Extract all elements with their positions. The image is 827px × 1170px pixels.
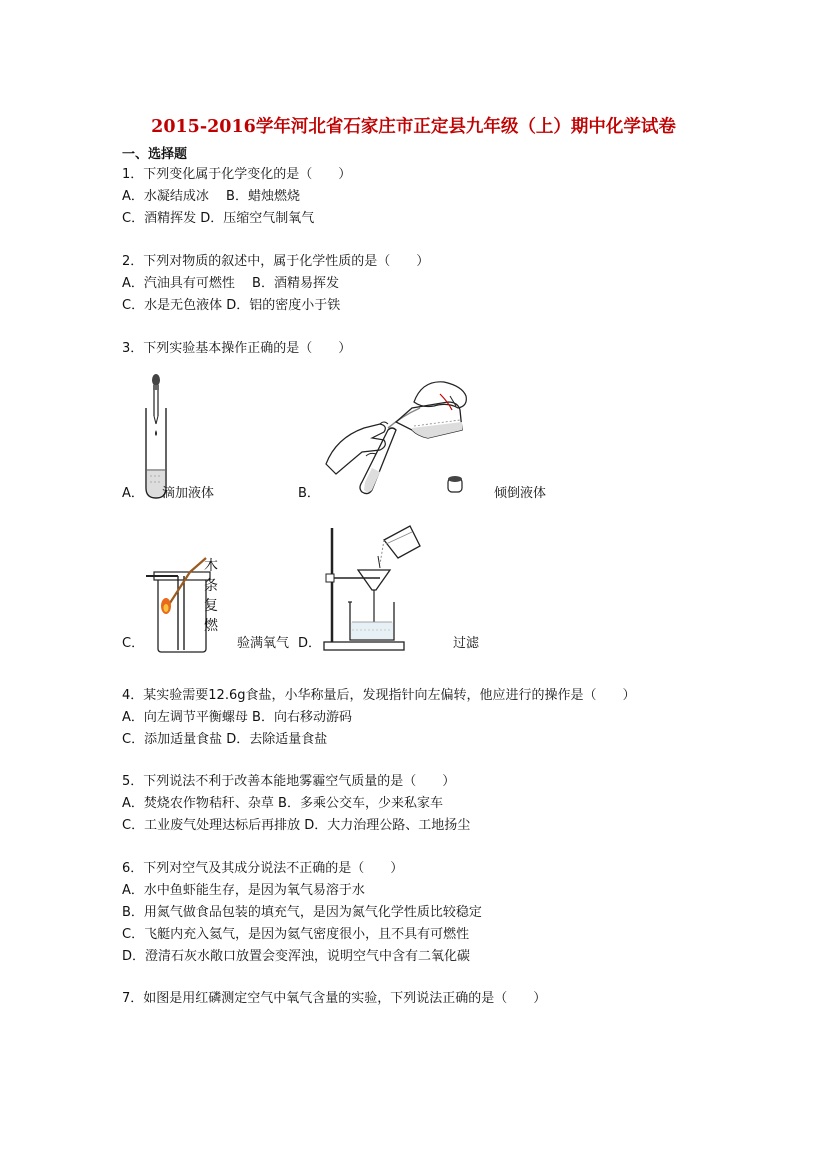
option-a-letter: A． [122,486,144,501]
splint-label-char-1: 木 [204,558,218,574]
splint-label [204,556,220,636]
question-6-option-d: D．澄清石灰水敞口放置会变浑浊，说明空气中含有二氧化碳 [122,949,471,964]
question-2-stem: 2．下列对物质的叙述中，属于化学性质的是（ ） [122,254,430,269]
question-2-options-row-2: C．水是无色液体 D．铝的密度小于铁 [122,298,341,313]
dropper-test-tube-figure [140,372,178,502]
question-4-stem: 4．某实验需要12.6g食盐，小华称量后，发现指针向左偏转，他应进行的操作是（ ） [122,688,636,703]
page-title: 2015-2016学年河北省石家庄市正定县九年级（上）期中化学试卷 [151,117,676,137]
splint-label-char-2: 条 [204,578,218,594]
question-5-options-row-1: A．焚烧农作物秸秆、杂草 B．多乘公交车，少来私家车 [122,796,443,811]
question-4-options-row-2: C．添加适量食盐 D．去除适量食盐 [122,732,328,747]
option-c-label: 验满氧气 [237,636,290,651]
option-c-letter: C． [122,636,145,651]
question-3-stem: 3．下列实验基本操作正确的是（ ） [122,341,352,356]
splint-label-char-3: 复 [204,598,218,614]
option-d-letter: D． [298,636,322,651]
question-1-stem: 1．下列变化属于化学变化的是（ ） [122,167,352,182]
option-a-label: 滴加液体 [162,486,215,501]
option-b-label: 倾倒液体 [494,486,547,501]
question-1-options-row-1: A．水凝结成冰 B．蜡烛燃烧 [122,189,300,204]
question-5-options-row-2: C．工业废气处理达标后再排放 D．大力治理公路、工地扬尘 [122,818,471,833]
splint-label-char-4: 燃 [204,618,218,634]
question-6-option-b: B．用氮气做食品包装的填充气，是因为氮气化学性质比较稳定 [122,905,482,920]
question-6-stem: 6．下列对空气及其成分说法不正确的是（ ） [122,861,404,876]
question-5-stem: 5．下列说法不利于改善本能地雾霾空气质量的是（ ） [122,774,456,789]
question-4-options-row-1: A．向左调节平衡螺母 B．向右移动游码 [122,710,352,725]
option-d-label: 过滤 [453,636,480,651]
pouring-liquid-figure [322,372,480,500]
section-heading: 一、选择题 [122,147,188,162]
question-7-stem: 7．如图是用红磷测定空气中氧气含量的实验，下列说法正确的是（ ） [122,991,547,1006]
question-2-options-row-1: A．汽油具有可燃性 B．酒精易挥发 [122,276,339,291]
option-b-letter: B． [298,486,320,501]
question-6-option-c: C．飞艇内充入氦气，是因为氦气密度很小，且不具有可燃性 [122,927,470,942]
filtration-figure [322,522,422,652]
question-6-option-a: A．水中鱼虾能生存，是因为氧气易溶于水 [122,883,365,898]
question-1-options-row-2: C．酒精挥发 D．压缩空气制氧气 [122,211,315,226]
